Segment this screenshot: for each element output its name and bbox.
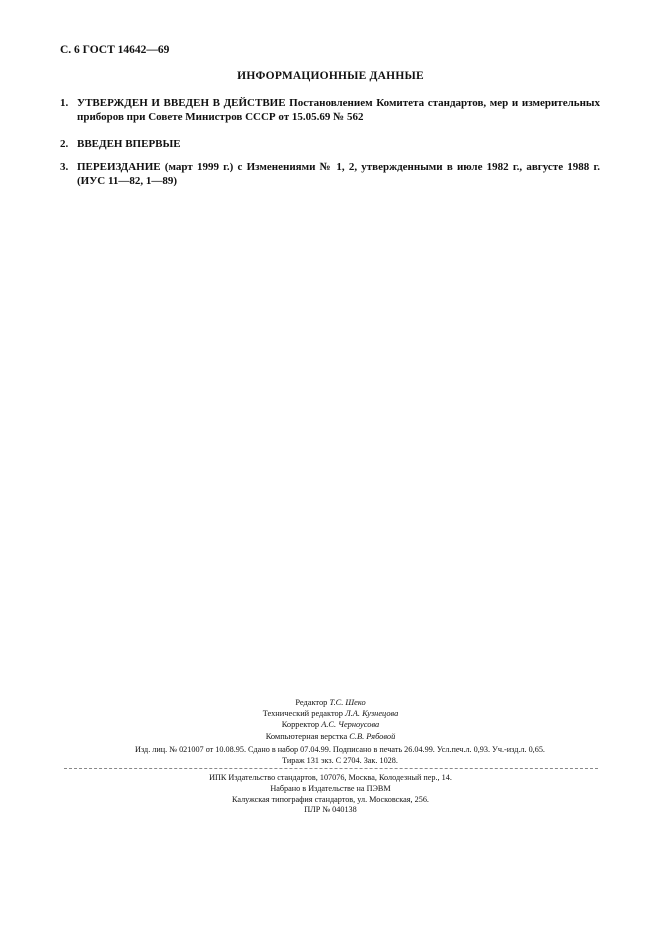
item-number: 3. bbox=[60, 161, 69, 173]
credit-proofreader bbox=[0, 719, 661, 730]
credit-role: Технический редактор bbox=[262, 709, 343, 719]
info-item-2 bbox=[60, 137, 600, 151]
printer-line: ПЛР № 040138 bbox=[304, 805, 357, 815]
info-item-3 bbox=[60, 160, 600, 188]
printer-line: ИПК Издательство стандартов, 107076, Москва, Колодезный пер., 14. bbox=[209, 773, 452, 782]
publishing-info bbox=[80, 745, 600, 767]
credit-layout bbox=[0, 731, 661, 742]
page-header: С. 6 ГОСТ 14642—69 bbox=[60, 44, 170, 56]
credit-name: А.С. Черноусова bbox=[321, 720, 380, 730]
credit-tech-editor bbox=[0, 708, 661, 719]
section-title: ИНФОРМАЦИОННЫЕ ДАННЫЕ bbox=[237, 70, 424, 82]
printer-info bbox=[0, 773, 661, 816]
printer-line: Калужская типография стандартов, ул. Московская, 256. bbox=[232, 794, 429, 804]
publishing-line-1: Изд. лиц. № 021007 от 10.08.95. Сдано в набор 07.04.99. Подписано в печать 26.04.99. Усл.печ.л. 0,93. Уч.-изд.л. 0,65. bbox=[135, 745, 545, 754]
credits-block bbox=[0, 697, 661, 742]
item-text: УТВЕРЖДЕН И ВВЕДЕН В ДЕЙСТВИЕ Постановлением Комитета стандартов, мер и измерительных приборов при Совете Министров СССР от 15.05.69 № 562 bbox=[77, 97, 600, 123]
publishing-line-2: Тираж 131 экз. С 2704. Зак. 1028. bbox=[282, 755, 398, 765]
credit-role: Корректор bbox=[281, 720, 320, 730]
credit-role: Редактор bbox=[295, 698, 328, 707]
credit-name: Т.С. Шеко bbox=[329, 698, 366, 707]
item-number: 2. bbox=[60, 138, 69, 150]
divider bbox=[64, 768, 598, 769]
credit-editor bbox=[0, 697, 661, 708]
item-text: ПЕРЕИЗДАНИЕ (март 1999 г.) с Изменениями № 1, 2, утвержденными в июле 1982 г., августе 1988 г. (ИУС 11—82, 1—89) bbox=[77, 161, 600, 187]
credit-name: С.В. Рябовой bbox=[349, 731, 396, 741]
credit-name: Л.А. Кузнецова bbox=[345, 709, 399, 719]
printer-line: Набрано в Издательстве на ПЭВМ bbox=[270, 783, 391, 793]
item-number: 1. bbox=[60, 97, 69, 109]
credit-role: Компьютерная верстка bbox=[265, 731, 348, 741]
item-text: ВВЕДЕН ВПЕРВЫЕ bbox=[77, 138, 181, 150]
info-item-1 bbox=[60, 96, 600, 124]
